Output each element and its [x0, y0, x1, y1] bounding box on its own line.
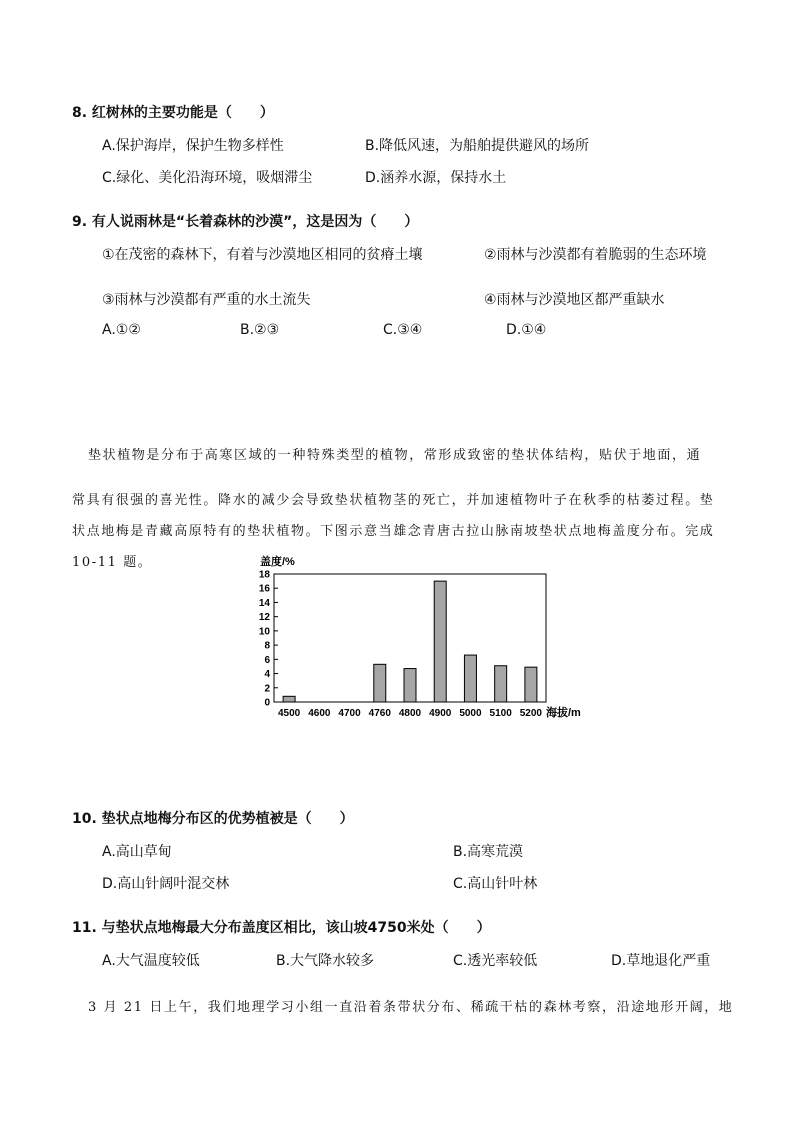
q9-option-d: D.①④ [506, 322, 547, 338]
q10-option-b: B.高寒荒漠 [453, 844, 524, 860]
y-tick-label: 8 [264, 640, 270, 652]
q9-statement-4: ④雨林与沙漠地区都严重缺水 [484, 292, 665, 308]
y-tick-label: 16 [258, 583, 270, 595]
q11-option-d: D.草地退化严重 [611, 953, 711, 969]
q10-option-d: D.高山针阔叶混交林 [102, 876, 230, 892]
q8-option-a: A.保护海岸，保护生物多样性 [102, 138, 284, 154]
coverage-bar-chart [240, 548, 600, 724]
y-axis-label: 盖度/% [260, 556, 295, 568]
next-passage-line: 3 月 21 日上午，我们地理学习小组一直沿着条带状分布、稀疏干枯的森林考察，沿途地形开阔，地 [88, 1000, 734, 1015]
x-tick-label: 4600 [308, 708, 331, 719]
x-tick-label: 4760 [368, 708, 391, 719]
bar-4500 [283, 696, 295, 702]
y-axis-ticks [259, 570, 278, 709]
q10-option-a: A.高山草甸 [102, 844, 172, 860]
bar-5200 [525, 667, 537, 702]
x-tick-label: 4700 [338, 708, 361, 719]
y-tick-label: 2 [264, 683, 270, 695]
y-tick-label: 18 [258, 569, 270, 581]
y-tick-label: 4 [264, 669, 270, 681]
y-tick-label: 12 [258, 612, 270, 624]
q11-option-a: A.大气温度较低 [102, 953, 200, 969]
x-tick-label: 4500 [277, 708, 301, 719]
passage-line-4: 10-11 题。 [72, 555, 153, 570]
bars [283, 581, 537, 702]
x-tick-label: 5000 [459, 708, 482, 719]
x-tick-label: 4800 [398, 708, 422, 719]
bar-4760 [374, 664, 386, 702]
passage-line-1: 垫状植物是分布于高寒区域的一种特殊类型的植物，常形成致密的垫状体结构，贴伏于地面，通 [88, 448, 702, 463]
bar-5000 [464, 655, 476, 702]
y-tick-label: 0 [264, 697, 270, 709]
q8-option-d: D.涵养水源，保持水土 [365, 170, 507, 186]
passage-line-2: 常具有很强的喜光性。降水的减少会导致垫状植物茎的死亡，并加速植物叶子在秋季的枯萎过程。垫 [72, 493, 715, 508]
x-axis-ticks [278, 708, 542, 719]
q9-statement-1: ①在茂密的森林下，有着与沙漠地区相同的贫瘠土壤 [102, 247, 423, 263]
x-tick-label: 5100 [489, 708, 512, 719]
x-axis-label: 海拔/m [546, 707, 581, 719]
q9-option-c: C.③④ [383, 322, 423, 338]
q9-option-a: A.①② [102, 322, 141, 338]
q9-option-b: B.②③ [240, 322, 280, 338]
passage-line-3: 状点地梅是青藏高原特有的垫状植物。下图示意当雄念青唐古拉山脉南坡垫状点地梅盖度分布。完成 [72, 524, 715, 539]
question-8-stem: 8. 红树林的主要功能是（ ） [72, 105, 274, 121]
question-11-stem: 11. 与垫状点地梅最大分布盖度区相比，该山坡4750米处（ ） [72, 920, 491, 936]
bar-4900 [434, 581, 446, 702]
y-tick-label: 14 [258, 597, 270, 609]
q10-option-c: C.高山针叶林 [453, 876, 538, 892]
question-9-stem: 9. 有人说雨林是“长着森林的沙漠”，这是因为（ ） [72, 214, 419, 230]
y-tick-label: 6 [264, 654, 270, 666]
x-tick-label: 4900 [429, 708, 452, 719]
bar-4800 [404, 669, 416, 702]
q8-option-c: C.绿化、美化沿海环境，吸烟滞尘 [102, 170, 313, 186]
bar-5100 [495, 666, 507, 702]
q9-statement-2: ②雨林与沙漠都有着脆弱的生态环境 [484, 247, 707, 263]
question-10-stem: 10. 垫状点地梅分布区的优势植被是（ ） [72, 811, 354, 827]
q9-statement-3: ③雨林与沙漠都有严重的水土流失 [102, 292, 311, 308]
q11-option-c: C.透光率较低 [453, 953, 538, 969]
q11-option-b: B.大气降水较多 [276, 953, 375, 969]
q8-option-b: B.降低风速，为船舶提供避风的场所 [365, 138, 590, 154]
y-tick-label: 10 [258, 626, 270, 638]
x-tick-label: 5200 [519, 708, 543, 719]
